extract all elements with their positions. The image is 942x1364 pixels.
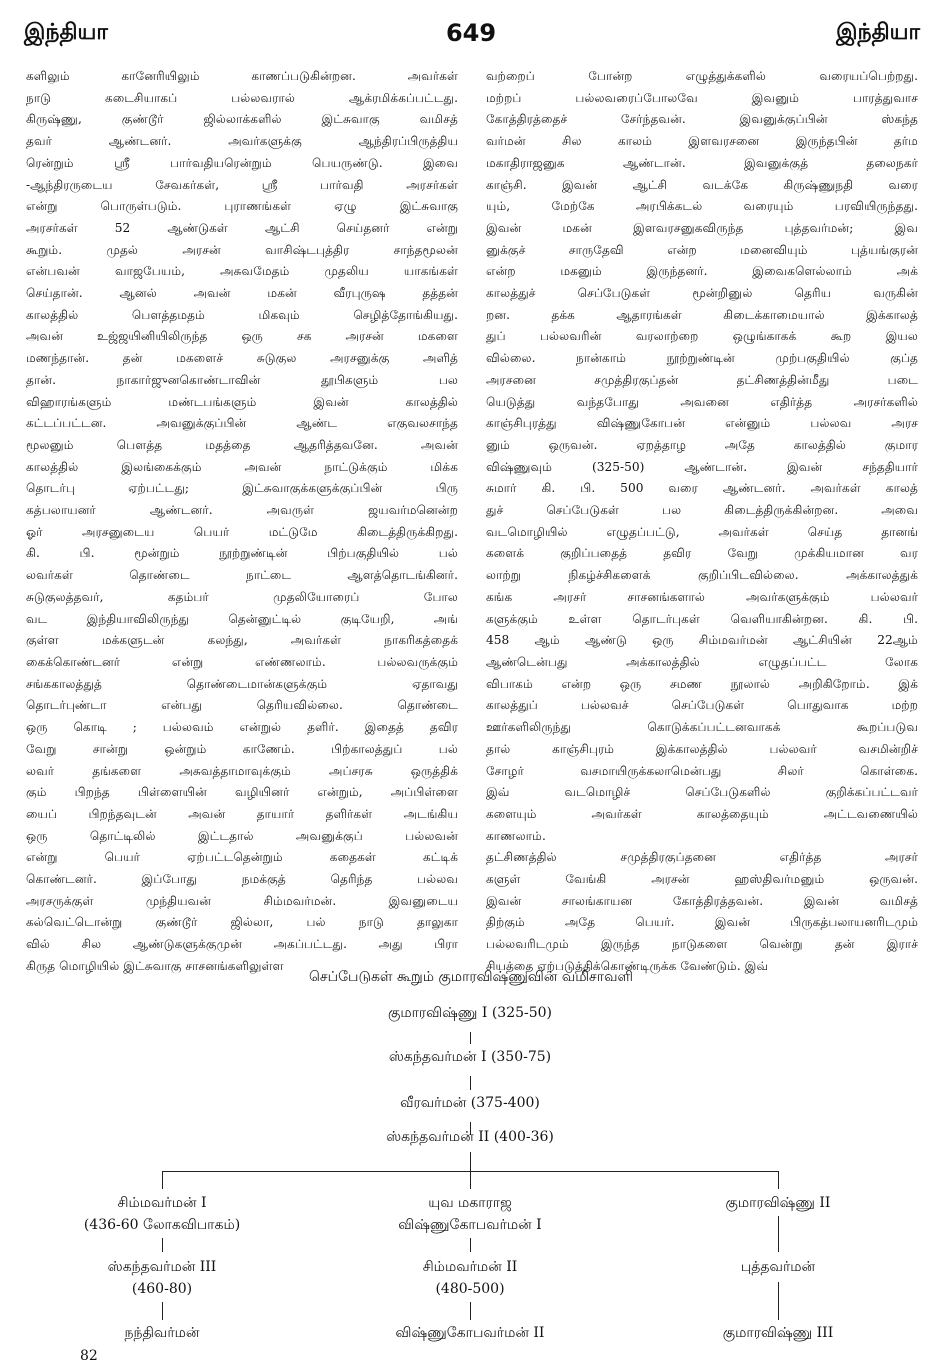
gen-nandivarman: நந்திவர்மன்: [124, 1325, 200, 1341]
gen-vishnugopavarman-1: விஷ்ணுகோபவர்மன் I: [398, 1217, 542, 1233]
text-line: தட்சிணத்தில் சமுத்திரகுப்தனை எதிர்த்த அரசர்: [486, 850, 918, 865]
text-line: வர்மன் சில காலம் இளவரசனை இருந்தபின் தர்ம: [486, 134, 918, 149]
text-line: வில்லை. நான்காம் நூற்றுண்டின் முற்பகுதியில் குப்த: [486, 351, 918, 366]
tree-line-right-3: [778, 1282, 779, 1320]
text-line: களையும் அவர்கள் காலத்தையும் அட்டவணையில்: [486, 806, 918, 821]
text-line: தால் காஞ்சிபுரம் இக்காலத்தில் பல்லவர் வசமின்றிச்: [486, 741, 918, 756]
text-line: கிருஷ்ணு, குண்டூர் ஜில்லாக்களில் இட்சுவாகு வமிசத்: [26, 112, 458, 127]
text-line: தொடர்பு ஏற்பட்டது; இட்சுவாகுக்களுக்குப்பின் பிரு: [26, 481, 458, 496]
gen-kumaravishnu-1: குமாரவிஷ்ணு I (325-50): [387, 1005, 553, 1021]
text-line: சியத்தை ஏற்படுத்திக்கொண்டிருக்க வேண்டும். இவ்: [486, 958, 769, 973]
text-line: என்று பொருள்படும். புராணங்கள் ஏழு இட்சுவாகு: [26, 199, 458, 214]
text-line: அரசருக்குள் முந்தியவன் சிம்மவர்மன். இவனுடைய: [26, 893, 458, 908]
tree-line-right-2: [778, 1216, 779, 1252]
text-line: காலத்துச் செப்பேடுகள் மூன்றினுல் தெரிய வருகின்: [486, 286, 918, 301]
text-line: யெடுத்து வந்தபோது அவனை எதிர்த்த அரசர்களில்: [486, 394, 918, 409]
gen-kumaravishnu-3: குமாரவிஷ்ணு III: [722, 1325, 834, 1341]
gen-simhavarman-2: சிம்மவர்மன் II: [422, 1259, 518, 1275]
text-line: 458 ஆம் ஆண்டு ஒரு சிம்மவர்மன் ஆட்சியின் 22ஆம்: [486, 633, 918, 648]
tree-line-1: [470, 1032, 471, 1044]
tree-line-left-3: [162, 1302, 163, 1320]
text-line: அவன் உஜ்ஜயினியிலிருந்த ஒரு சக அரசன் மகளை: [26, 329, 458, 344]
tree-line-4: [470, 1152, 471, 1172]
text-line: என்று பெயர் ஏற்பட்டதென்றும் கதைகள் கட்டிக்: [26, 850, 458, 865]
text-line: கோத்திரத்தைச் சேர்ந்தவன். இவனுக்குப்பின் ஸ்கந்த: [486, 112, 918, 127]
gen-kumaravishnu-2: குமாரவிஷ்ணு II: [725, 1195, 831, 1211]
text-line: கி. பி. மூன்றும் நூற்றுண்டின் பிற்பகுதியில் பல்: [26, 546, 458, 561]
gen-simhavarman-1-dates: (436-60 லோகவிபாகம்): [83, 1217, 241, 1233]
tree-line-left-down: [162, 1171, 163, 1189]
text-line: இவ் வடமொழிச் செப்பேடுகளில் குறிக்கப்பட்டவர்: [486, 785, 918, 800]
gen-simhavarman-1: சிம்மவர்மன் I: [117, 1195, 207, 1211]
text-line: விஷ்ணுவும் (325-50) ஆண்டான். இவன் சந்ததியார்: [486, 459, 918, 474]
text-line: வற்றைப் போன்ற எழுத்துக்களில் வரையப்பெற்றது.: [486, 69, 918, 83]
text-line: சங்ககாலத்துத் தொண்டைமான்களுக்கும் ஏதாவது: [26, 676, 458, 691]
gen-skandavarman-2: ஸ்கந்தவர்மன் II (400-36): [386, 1129, 554, 1145]
text-line: பல்லவரிடமும் இருந்த நாடுகளை வென்று தன் இராச்: [486, 937, 918, 952]
text-line: நாடு கடைசியாகப் பல்லவரால் ஆக்ரமிக்கப்பட்டது.: [26, 90, 458, 105]
tree-line-left-2: [162, 1238, 163, 1252]
text-line: கிருத மொழியில் இட்சுவாகு சாசனங்களிலுள்ள: [26, 958, 284, 973]
text-line: அரசர்கள் 52 ஆண்டுகள் ஆட்சி செய்தனர் என்று: [26, 220, 458, 235]
gen-yuva-maharaja: யுவ மகாராஜ: [428, 1195, 512, 1211]
text-line: கும் பிறந்த பிள்ளையின் வழியினர் என்றும், அப்பிள்ளை: [26, 785, 458, 800]
text-line: னும் ஒருவன். ஏறத்தாழ அதே காலத்தில் குமார: [486, 437, 918, 452]
text-line: கட்டப்பட்டன. அவனுக்குப்பின் ஆண்ட எகுவலசாந்த: [26, 416, 458, 431]
text-line: கூறும். முதல் அரசன் வாசிஷ்டபுத்திர சாந்தமூலன்: [26, 242, 458, 257]
text-line: குள்ள மக்களுடன் கலந்து, அவர்கள் நாகரிகத்தைக்: [26, 633, 458, 648]
text-line: -ஆந்திரருடைய சேவகர்கள், ஸ்ரீ பார்வதி அரசர்கள்: [26, 177, 458, 192]
text-line: ஓர் அரசனுடைய பெயர் மட்டுமே கிடைத்திருக்கிறது.: [26, 524, 458, 539]
gen-vishnugopavarman-2: விஷ்ணுகோபவர்மன் II: [395, 1325, 545, 1341]
tree-line-right-down: [778, 1171, 779, 1189]
text-line: களிலும் கானேரியிலும் காணப்படுகின்றன. அவர்கள்: [26, 69, 458, 83]
right-text-column: [486, 66, 918, 978]
text-line: காலத்துப் பல்லவச் செப்பேடுகள் பொதுவாக மற்ற: [486, 698, 918, 713]
text-line: திற்கும் அதே பெயர். இவன் பிருகத்பலாயனரிடமும்: [486, 915, 918, 930]
text-line: னுக்குச் சாருதேவி என்ற மனைவியும் புத்யங்குரன்: [486, 242, 918, 257]
text-line: துப் பல்லவரின் வரலாற்றை ஒழுங்காகக் கூற இயல: [486, 329, 918, 344]
text-line: கைக்கொண்டனர் என்று எண்ணலாம். பல்லவருக்கும்: [26, 654, 458, 669]
text-line: காணலாம்.: [486, 828, 546, 843]
text-line: மகாதிராஜனுக ஆண்டான். இவனுக்குத் தலைநகர்: [486, 155, 918, 170]
gen-buddhavarman: புத்தவர்மன்: [740, 1259, 816, 1275]
text-line: அரசனை சமுத்திரகுப்தன் தட்சிணத்தின்மீது படை: [486, 372, 918, 387]
text-line: லவர்கள் தொண்டை நாட்டை ஆளத்தொடங்கினர்.: [26, 568, 458, 583]
text-line: கொண்டனர். இப்போது நமக்குத் தெரிந்த பல்லவ: [26, 872, 458, 887]
text-line: தொடர்புண்டா என்பது தெரியவில்லை. தொண்டை: [26, 698, 458, 713]
text-line: லவர் தங்களை அசுவத்தாமாவுக்கும் அப்சரசு ஒருத்திக்: [26, 763, 458, 778]
text-line: ஆண்டென்பது அக்காலத்தில் எழுதப்பட்ட லோக: [486, 654, 918, 669]
gen-simhavarman-2-dates: (480-500): [435, 1281, 505, 1297]
text-line: காலத்தில் இலங்கைக்கும் அவன் நாட்டுக்கும் மிக்க: [26, 459, 458, 474]
text-line: தான். நாகார்ஜுனகொண்டாவின் தூபிகளும் பல: [26, 372, 458, 387]
text-line: காலத்தில் பௌத்தமதம் மிகவும் செழித்தோங்கியது.: [26, 307, 458, 322]
text-line: ஊர்களிலிருந்து கொடுக்கப்பட்டனவாகக் கூறப்படுவ: [486, 720, 918, 735]
text-line: கங்க அரசர் சாசனங்களால் அவர்களுக்கும் பல்லவர்: [486, 589, 918, 604]
text-line: இவன் சாலங்காயன கோத்திரத்தவன். இவன் வமிசத்: [486, 893, 918, 908]
text-line: வட இந்தியாவிலிருந்து தென்னுட்டில் குடியேறி, அங்: [26, 611, 458, 626]
text-line: செய்தான். ஆனல் அவன் மகன் வீரபுருஷ தத்தன்: [26, 286, 458, 301]
text-line: விஹாரங்களும் மண்டபங்களும் இவன் காலத்தில்: [26, 394, 458, 409]
text-line: வில் சில ஆண்டுகளுக்குமுன் அகப்பட்டது. அது பிரா: [26, 937, 458, 952]
text-line: மற்றப் பல்லவரைப்போலவே இவனும் பாரத்துவாச: [486, 90, 918, 105]
running-header-right: இந்தியா: [836, 20, 920, 45]
text-line: சோழர் வசமாயிருக்கலாமென்பது சிலர் கொள்கை.: [486, 763, 918, 778]
gen-skandavarman-3-dates: (460-80): [131, 1281, 193, 1297]
text-line: களைக் குறிப்பதைத் தவிர வேறு முக்கியமான வர: [486, 546, 918, 561]
running-header-left: இந்தியா: [24, 20, 108, 45]
text-line: மூலனும் பௌத்த மதத்தை ஆதரித்தவனே. அவன்: [26, 437, 458, 452]
text-line: என்ற மகனும் இருந்தனர். இவைகளெல்லாம் அக்: [486, 264, 918, 279]
tree-line-mid-2: [470, 1238, 471, 1252]
page-number: 649: [445, 19, 497, 47]
genealogy-title: செப்பேடுகள் கூறும் குமாரவிஷ்ணுவின் வமிசாவளி: [309, 969, 633, 985]
text-line: ஒரு தொட்டிலில் இட்டதால் அவனுக்குப் பல்லவன்: [26, 828, 458, 843]
text-line: வடமொழியில் எழுதப்பட்டு, அவர்கள் செய்த தானங்: [486, 524, 918, 539]
text-line: யைப் பிறந்தவுடன் அவன் தாயார் தளிர்கள் அடங்கிய: [26, 806, 458, 821]
gen-skandavarman-3: ஸ்கந்தவர்மன் III: [107, 1259, 217, 1275]
text-line: களுள் வேங்கி அரசன் ஹஸ்திவர்மனும் ஒருவன்.: [486, 872, 918, 887]
left-text-column: [26, 66, 458, 978]
text-line: விபாகம் என்ற ஒரு சமண நூலால் அறிகிறோம். இக்: [486, 676, 918, 691]
text-line: துச் செப்பேடுகள் பல கிடைத்திருக்கின்றன. அவை: [486, 503, 918, 518]
text-line: றன. தக்க ஆதாரங்கள் கிடைக்காமையால் இக்காலத்: [486, 307, 918, 322]
text-line: சுமார் கி. பி. 500 வரை ஆண்டனர். அவர்கள் காலத்: [486, 481, 918, 496]
text-line: கத்பலாயனர் ஆண்டனர். அவருள் ஜயவர்மனென்ற: [26, 503, 458, 518]
tree-line-mid-down: [470, 1171, 471, 1189]
gen-skandavarman-1: ஸ்கந்தவர்மன் I (350-75): [388, 1049, 552, 1065]
text-line: சுடுகுலத்தவர், கதம்பர் முதலியோரைப் போல: [26, 589, 458, 604]
text-line: என்பவன் வாஜபேயம், அசுவமேதம் முதலிய யாகங்கள்: [26, 264, 458, 279]
tree-line-mid-3: [470, 1302, 471, 1320]
text-line: கல்வெட்டொன்று குண்டூர் ஜில்லா, பல் நாடு தாலுகா: [26, 915, 458, 930]
footer-number: 82: [80, 1348, 98, 1364]
text-line: காஞ்சிபுரத்து விஷ்ணுகோபன் என்னும் பல்லவ அரச: [486, 416, 918, 431]
gen-viravarman: வீரவர்மன் (375-400): [400, 1095, 540, 1111]
text-line: களுக்கும் உள்ள தொடர்புகள் வெளியாகின்றன. கி. பி.: [486, 611, 918, 626]
text-line: தவர் ஆண்டனர். அவர்களுக்கு ஆந்திரப்பிருத்திய: [26, 134, 458, 149]
text-line: ஒரு கொடி ; பல்லவம் என்றுல் தளிர். இதைத் தவிர: [26, 720, 458, 735]
text-line: லாற்று நிகழ்ச்சிகளைக் குறிப்பிடவில்லை. அக்காலத்துக்: [486, 568, 918, 583]
text-line: வேறு சான்று ஒன்றும் காணேம். பிற்காலத்துப் பல்: [26, 741, 458, 756]
text-line: யும், மேற்கே அரபிக்கடல் வரையும் பரவியிருந்தது.: [486, 199, 918, 214]
text-line: இவன் மகன் இளவரசனுகவிருந்த புத்தவர்மன்; இவ: [486, 220, 918, 235]
tree-line-2: [470, 1076, 471, 1090]
text-line: மணந்தான். தன் மகளைச் சுடுகுல அரசனுக்கு அளித்: [26, 351, 458, 366]
text-line: ரென்றும் ஸ்ரீ பார்வதியரென்றும் பெயருண்டு. இவை: [26, 155, 458, 170]
text-line: காஞ்சி. இவன் ஆட்சி வடக்கே கிருஷ்ணுநதி வரை: [486, 177, 918, 192]
